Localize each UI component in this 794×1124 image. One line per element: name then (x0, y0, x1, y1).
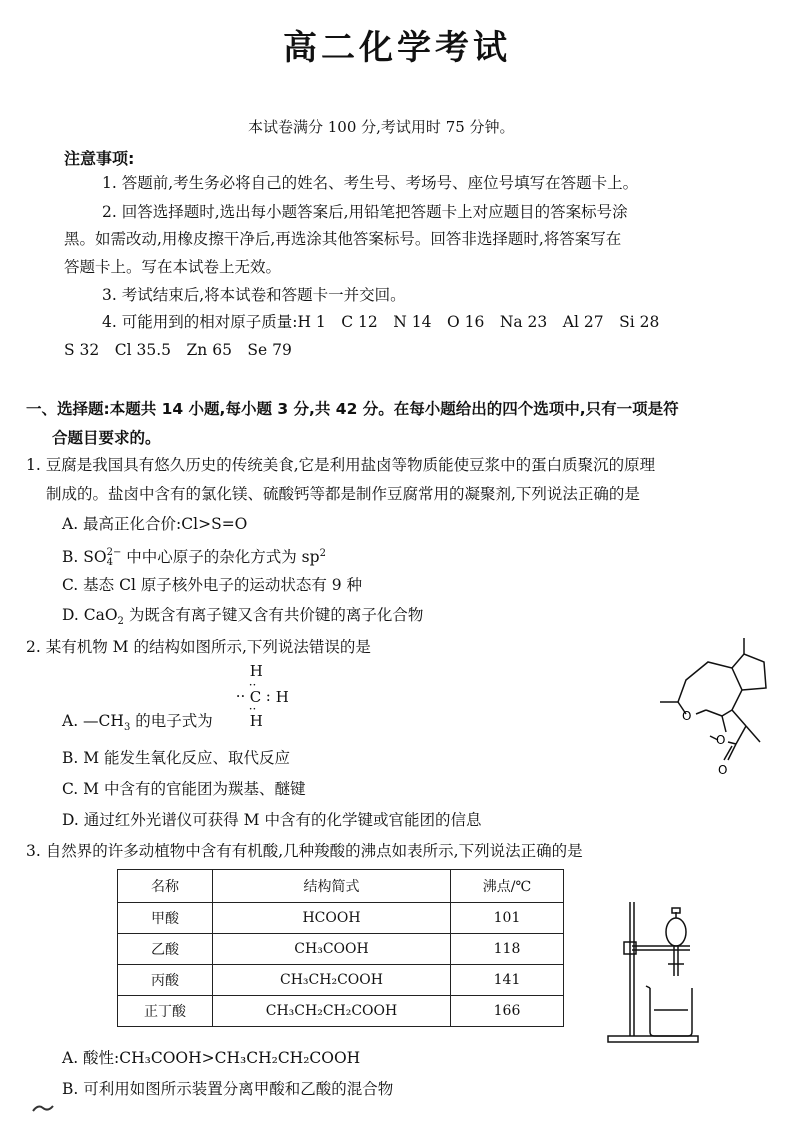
table-cell: HCOOH (213, 903, 451, 934)
table-cell: CH₃COOH (213, 934, 451, 965)
table-cell: 101 (451, 903, 564, 934)
page-mark-icon (32, 1103, 54, 1113)
table-cell: 正丁酸 (118, 996, 213, 1027)
notice-item-4-cont: S 32 Cl 35.5 Zn 65 Se 79 (64, 341, 292, 359)
q2-option-b: B. M 能发生氧化反应、取代反应 (62, 749, 291, 767)
table-row (118, 996, 564, 1027)
table-cell: 118 (451, 934, 564, 965)
q1-option-a: A. 最高正化合价:Cl>S=O (62, 515, 248, 533)
table-header-row (118, 870, 564, 903)
q2-option-a: A. $—CH_3$ 的电子式为 H ·· ·· C : H ·· H (62, 667, 294, 737)
q2-option-d: D. 通过红外光谱仪可获得 M 中含有的化学键或官能团的信息 (62, 811, 482, 829)
notice-item-3: 3. 考试结束后,将本试卷和答题卡一并交回。 (102, 286, 406, 304)
table-row (118, 903, 564, 934)
section-heading-cont: 合题目要求的。 (52, 429, 161, 447)
table-cell: 166 (451, 996, 564, 1027)
page-title: 高二化学考试 (283, 28, 511, 68)
table-header: 结构简式 (213, 870, 451, 903)
notice-item-1: 1. 答题前,考生务必将自己的姓名、考生号、考场号、座位号填写在答题卡上。 (102, 174, 639, 192)
q1-option-b: B. SO 2− 4 中中心原子的杂化方式为 $sp^2$ (62, 547, 326, 569)
notice-heading: 注意事项: (64, 149, 135, 168)
exam-info: 本试卷满分 100 分,考试用时 75 分钟。 (248, 118, 515, 136)
table-cell: CH₃CH₂COOH (213, 965, 451, 996)
table-cell: CH₃CH₂CH₂COOH (213, 996, 451, 1027)
carbonyl-oxygen-label: O (718, 763, 728, 777)
ester-oxygen-label: O (716, 733, 726, 747)
q2-option-c: C. M 中含有的官能团为羰基、醚键 (62, 780, 306, 798)
q3-option-a: A. 酸性:CH₃COOH>CH₃CH₂CH₂COOH (62, 1049, 361, 1067)
q2-stem: 2. 某有机物 M 的结构如图所示,下列说法错误的是 (26, 638, 371, 656)
notice-item-2: 2. 回答选择题时,选出每小题答案后,用铅笔把答题卡上对应题目的答案标号涂 (102, 203, 628, 221)
section-heading: 一、选择题:本题共 14 小题,每小题 3 分,共 42 分。在每小题给出的四个选项中,只有一项是符 (26, 400, 679, 418)
q1-option-c: C. 基态 Cl 原子核外电子的运动状态有 9 种 (62, 576, 363, 594)
q3-option-b: B. 可利用如图所示装置分离甲酸和乙酸的混合物 (62, 1080, 394, 1098)
table-row (118, 965, 564, 996)
q1-stem-cont: 制成的。盐卤中含有的氯化镁、硫酸钙等都是制作豆腐常用的凝聚剂,下列说法正确的是 (46, 485, 640, 503)
boiling-point-table (117, 869, 564, 1027)
q1-stem: 1. 豆腐是我国具有悠久历史的传统美食,它是利用盐卤等物质能使豆浆中的蛋白质聚沉的原理 (26, 456, 656, 474)
table-header: 名称 (118, 870, 213, 903)
separatory-funnel-apparatus-icon (606, 896, 706, 1046)
table-cell: 甲酸 (118, 903, 213, 934)
table-cell: 丙酸 (118, 965, 213, 996)
molecule-m-structure (648, 632, 778, 782)
ether-oxygen-label: O (682, 709, 692, 723)
table-cell: 乙酸 (118, 934, 213, 965)
table-cell: 141 (451, 965, 564, 996)
table-row (118, 934, 564, 965)
notice-item-4: 4. 可能用到的相对原子质量:H 1 C 12 N 14 O 16 Na 23 Al 27 Si 28 (102, 313, 660, 331)
table-header: 沸点/℃ (451, 870, 564, 903)
electron-formula: H ·· ·· C : H ·· H (235, 662, 289, 730)
q1-option-d: D. CaO$_2$ 为既含有离子键又含有共价键的离子化合物 (62, 606, 424, 628)
q3-stem: 3. 自然界的许多动植物中含有有机酸,几种羧酸的沸点如表所示,下列说法正确的是 (26, 842, 583, 860)
notice-item-2-cont2: 答题卡上。写在本试卷上无效。 (64, 258, 282, 276)
notice-item-2-cont: 黑。如需改动,用橡皮擦干净后,再选涂其他答案标号。回答非选择题时,将答案写在 (64, 230, 622, 248)
